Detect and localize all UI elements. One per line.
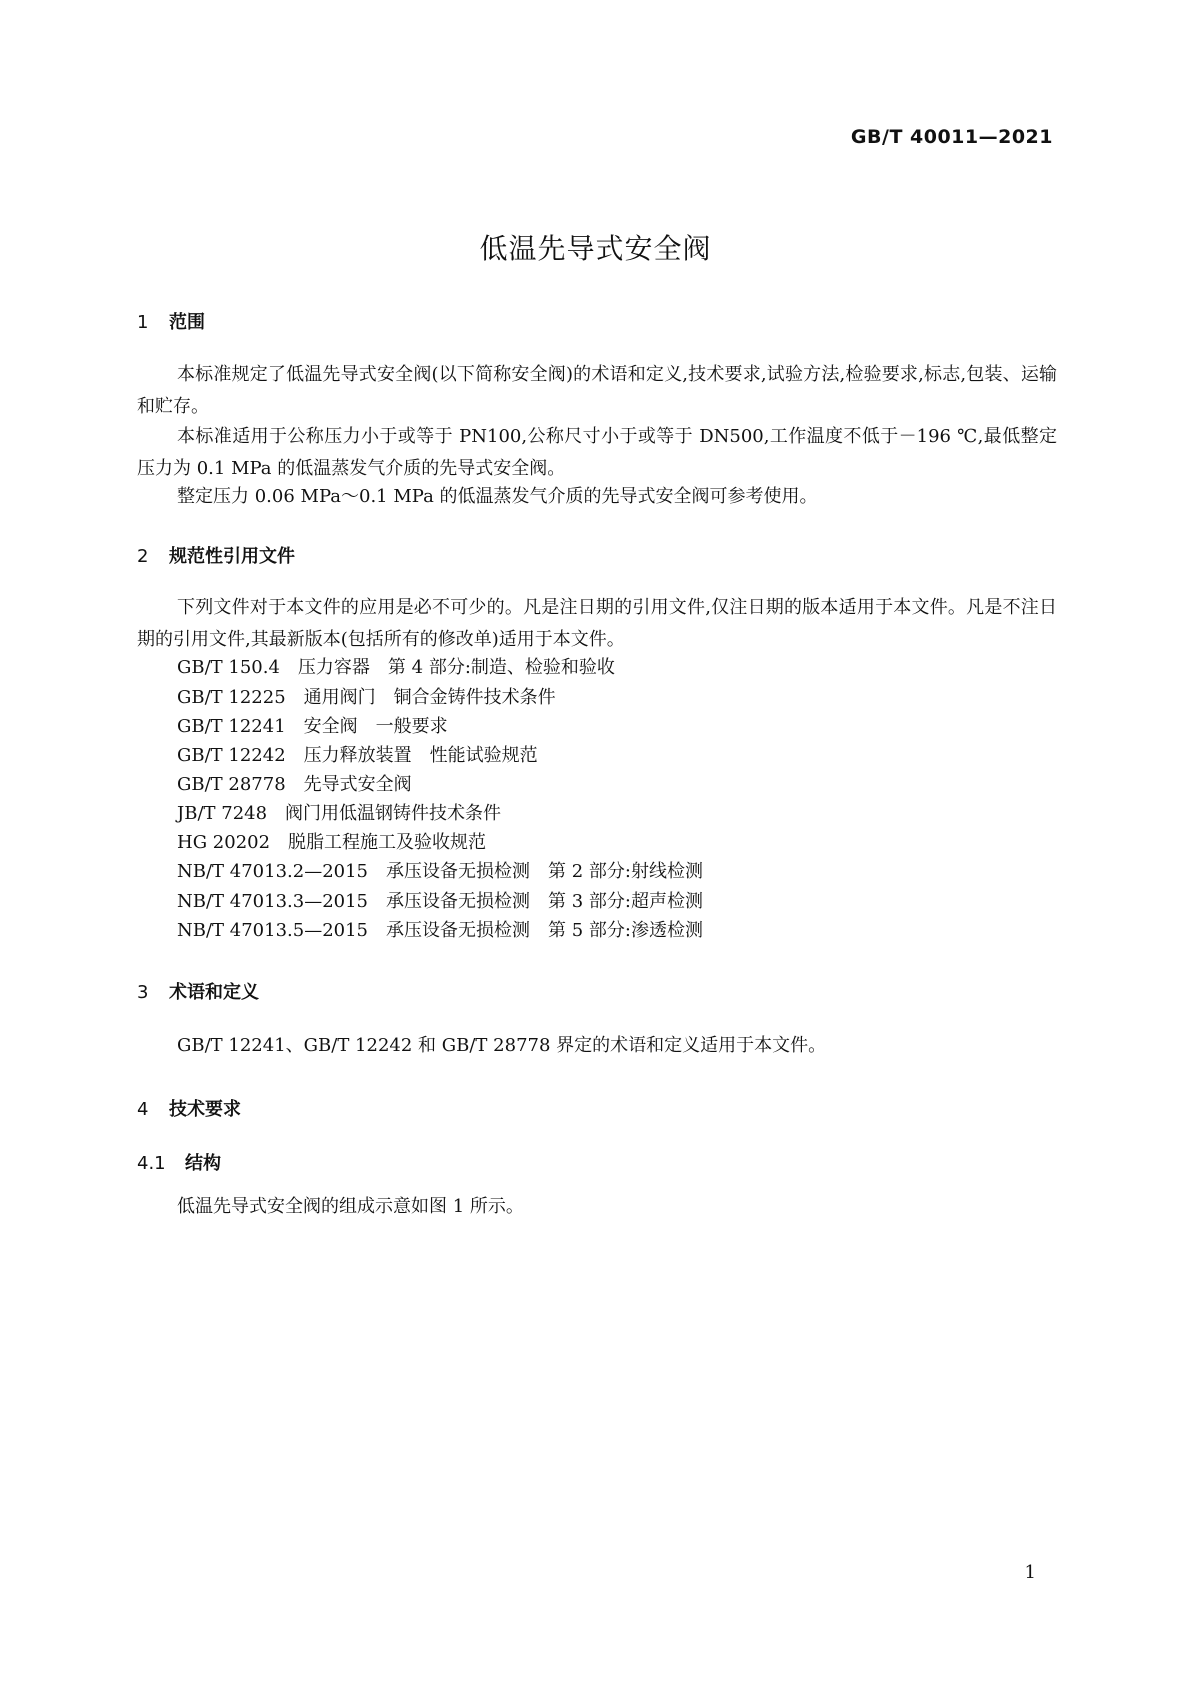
section-title: 术语和定义 [169, 982, 259, 1003]
paragraph: 整定压力 0.06 MPa～0.1 MPa 的低温蒸发气介质的先导式安全阀可参考使用。 [177, 486, 818, 507]
subsection-4-1-heading [137, 1149, 221, 1175]
section-number: 1 [137, 312, 149, 333]
reference-item: NB/T 47013.3—2015 承压设备无损检测 第 3 部分:超声检测 [177, 891, 703, 912]
reference-item: NB/T 47013.5—2015 承压设备无损检测 第 5 部分:渗透检测 [177, 920, 703, 941]
reference-item: GB/T 150.4 压力容器 第 4 部分:制造、检验和验收 [177, 657, 615, 678]
section-2-heading [137, 542, 295, 568]
section-3-heading [137, 978, 259, 1004]
reference-item: NB/T 47013.2—2015 承压设备无损检测 第 2 部分:射线检测 [177, 861, 703, 882]
section-title: 规范性引用文件 [169, 546, 295, 567]
section-1-heading [137, 308, 205, 334]
section-number: 4 [137, 1099, 149, 1120]
paragraph: GB/T 12241、GB/T 12242 和 GB/T 28778 界定的术语和定义适用于本文件。 [177, 1035, 827, 1056]
document-title: 低温先导式安全阀 [479, 232, 712, 265]
subsection-number: 4.1 [137, 1153, 166, 1174]
section-number: 2 [137, 546, 149, 567]
paragraph: 本标准规定了低温先导式安全阀(以下简称安全阀)的术语和定义,技术要求,试验方法,检验要求,标志,包装、运输和贮存。 [137, 364, 1057, 417]
section-4-heading [137, 1095, 241, 1121]
reference-item: HG 20202 脱脂工程施工及验收规范 [177, 832, 487, 853]
page-number: 1 [1024, 1562, 1036, 1583]
paragraph: 低温先导式安全阀的组成示意如图 1 所示。 [177, 1196, 524, 1217]
paragraph: 下列文件对于本文件的应用是必不可少的。凡是注日期的引用文件,仅注日期的版本适用于本文件。凡是不注日期的引用文件,其最新版本(包括所有的修改单)适用于本文件。 [137, 597, 1057, 650]
section-number: 3 [137, 982, 149, 1003]
standard-number: GB/T 40011—2021 [850, 126, 1053, 148]
paragraph: 本标准适用于公称压力小于或等于 PN100,公称尺寸小于或等于 DN500,工作温度不低于－196 ℃,最低整定压力为 0.1 MPa 的低温蒸发气介质的先导式安全阀。 [137, 426, 1057, 479]
reference-item: GB/T 12225 通用阀门 铜合金铸件技术条件 [177, 687, 556, 708]
reference-item: GB/T 12242 压力释放装置 性能试验规范 [177, 745, 538, 766]
reference-item: GB/T 28778 先导式安全阀 [177, 774, 412, 795]
subsection-title: 结构 [185, 1153, 221, 1174]
section-title: 范围 [169, 312, 205, 333]
reference-item: GB/T 12241 安全阀 一般要求 [177, 716, 448, 737]
section-title: 技术要求 [169, 1099, 241, 1120]
reference-item: JB/T 7248 阀门用低温钢铸件技术条件 [177, 803, 502, 824]
